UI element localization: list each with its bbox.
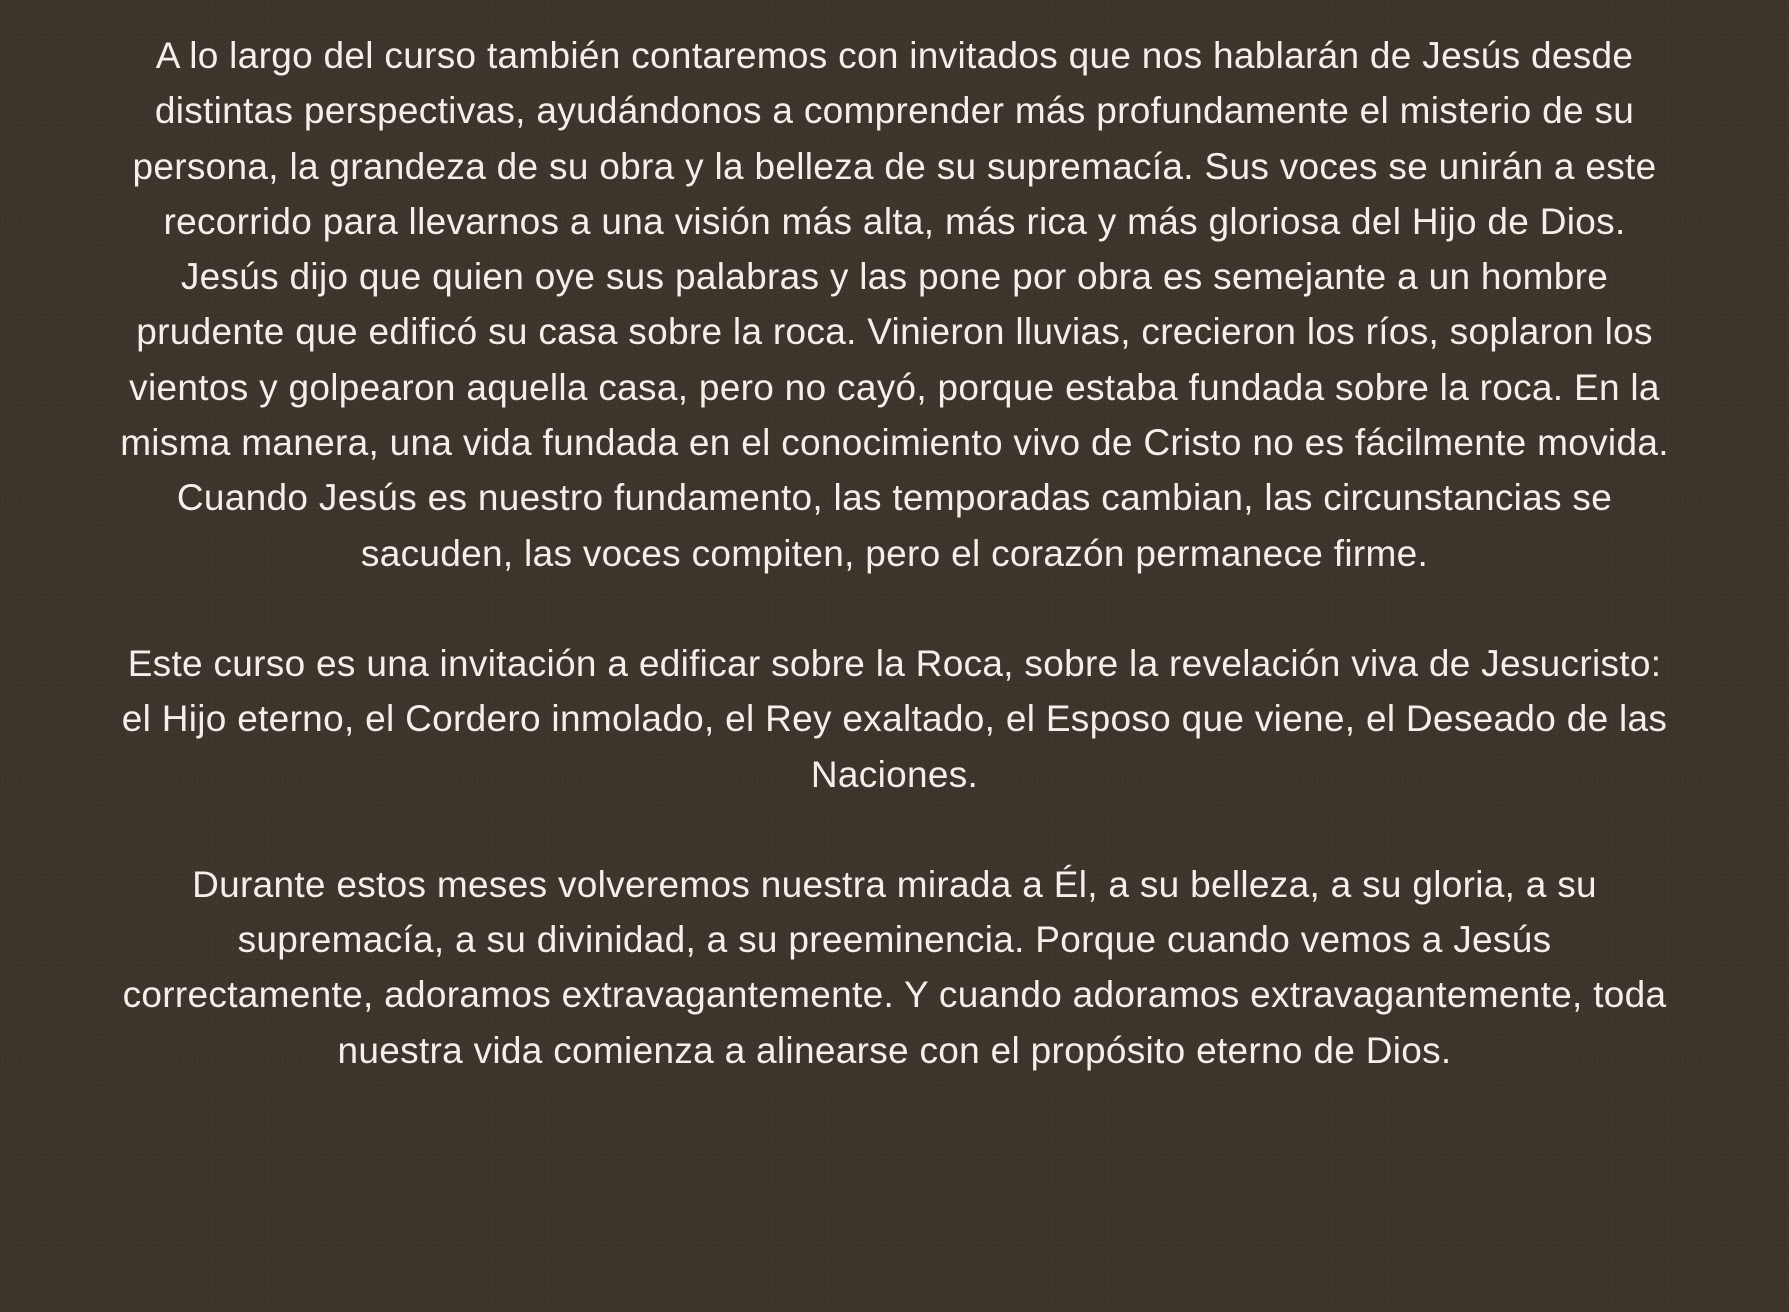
paragraph-worship: Durante estos meses volveremos nuestra mirada a Él, a su belleza, a su gloria, a su supremacía, a su divinidad, a su preeminencia. Porque cuando vemos a Jesús correctamente, adoramos extravagantemente. Y cuando adoramos extravagantemente, toda nuestra vida comienza a alinearse con el propósito eterno de Dios. xyxy=(122,863,1667,1071)
course-description xyxy=(110,28,1679,1078)
paragraph-guests: A lo largo del curso también contaremos con invitados que nos hablarán de Jesús desde distintas perspectivas, ayudándonos a comprender más profundamente el misterio de su persona, la grandeza de su obra y la belleza de su supremacía. Sus voces se unirán a este recorrido para llevarnos a una visión más alta, más rica y más gloriosa del Hijo de Dios. Jesús dijo que quien oye sus palabras y las pone por obra es semejante a un hombre prudente que edificó su casa sobre la roca. Vinieron lluvias, crecieron los ríos, soplaron los vientos y golpearon aquella casa, pero no cayó, porque estaba fundada sobre la roca. En la misma manera, una vida fundada en el conocimiento vivo de Cristo no es fácilmente movida. Cuando Jesús es nuestro fundamento, las temporadas cambian, las circunstancias se sacuden, las voces compiten, pero el corazón permanece firme. xyxy=(120,35,1669,574)
paragraph-invitation: Este curso es una invitación a edificar sobre la Roca, sobre la revelación viva de Jesucristo: el Hijo eterno, el Cordero inmolado, el Rey exaltado, el Esposo que viene, el Deseado de las Naciones. xyxy=(121,642,1668,795)
